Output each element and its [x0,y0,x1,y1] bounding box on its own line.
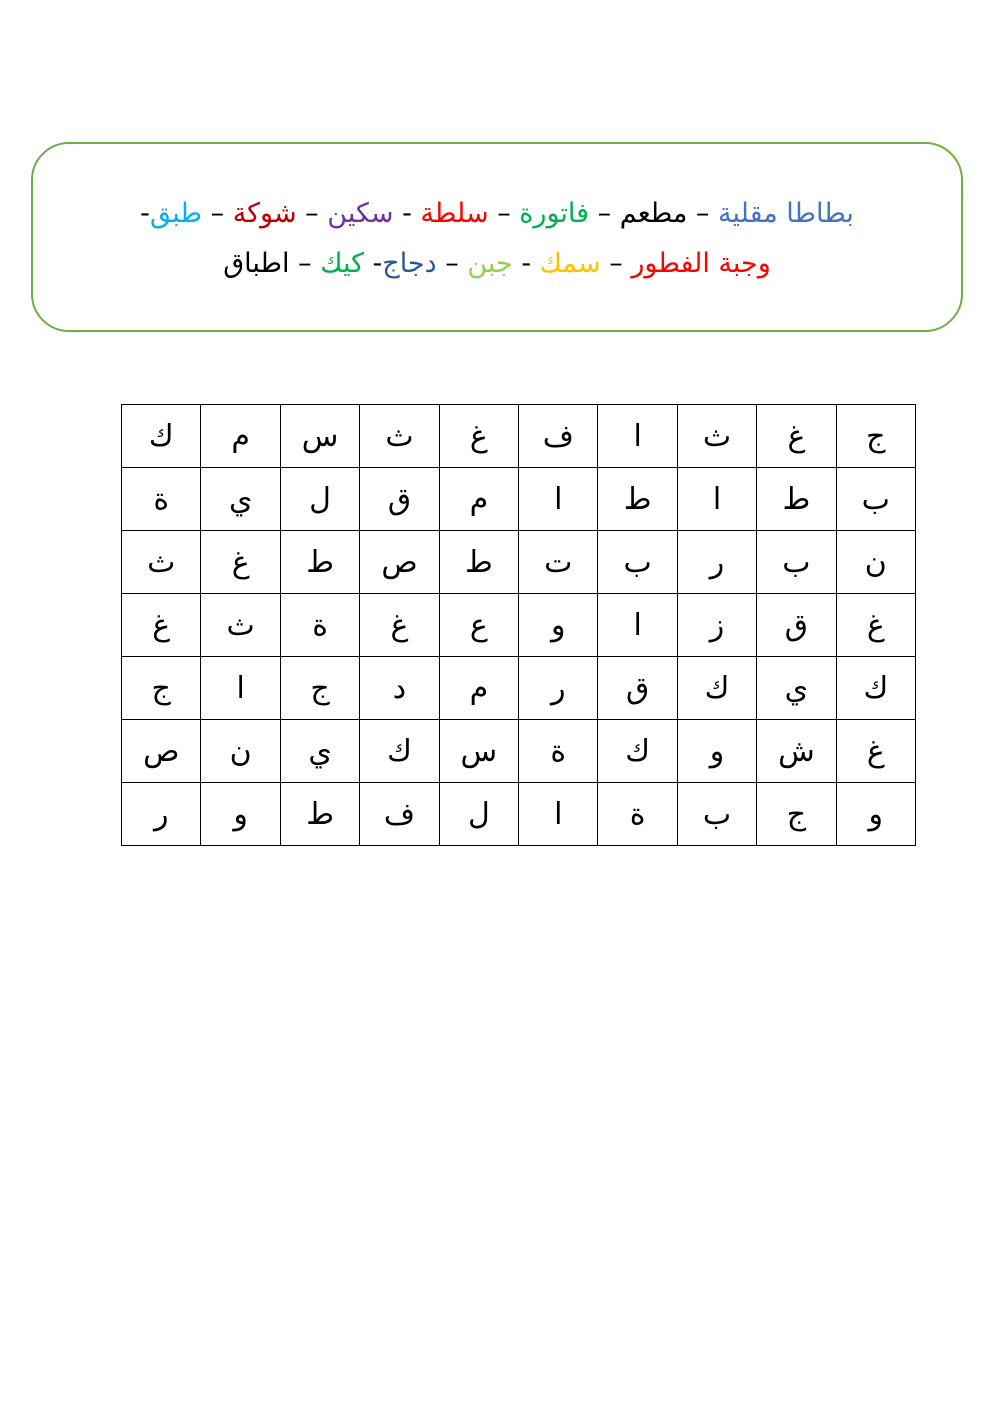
grid-cell[interactable]: ة [519,720,598,783]
grid-row [122,657,916,720]
grid-cell[interactable]: ا [677,468,756,531]
grid-cell[interactable]: غ [757,405,836,468]
word-separator: – [589,198,620,229]
grid-cell[interactable]: ط [757,468,836,531]
grid-cell[interactable]: ج [280,657,359,720]
grid-cell[interactable]: ق [360,468,439,531]
grid-cell[interactable]: م [201,405,280,468]
word-separator: – [202,198,233,229]
word-separator: - [140,198,150,229]
word-separator: – [289,248,321,279]
grid-cell[interactable]: ا [598,405,677,468]
word-separator: – [488,198,520,229]
grid-cell[interactable]: غ [836,720,915,783]
grid-cell[interactable]: م [439,657,518,720]
grid-cell[interactable]: ز [677,594,756,657]
grid-cell[interactable]: ر [122,783,201,846]
grid-cell[interactable]: ث [677,405,756,468]
grid-cell[interactable]: ب [598,531,677,594]
grid-cell[interactable]: ف [360,783,439,846]
grid-cell[interactable]: ن [201,720,280,783]
word-bank-word: طبق [149,198,203,229]
grid-cell[interactable]: ب [757,531,836,594]
grid-row [122,720,916,783]
grid-row [122,405,916,468]
grid-cell[interactable]: ر [677,531,756,594]
word-bank-word: فاتورة [519,198,590,229]
word-bank-word: سمك [539,248,601,279]
grid-cell[interactable]: ا [598,594,677,657]
grid-cell[interactable]: غ [360,594,439,657]
grid-cell[interactable]: د [360,657,439,720]
grid-cell[interactable]: ص [122,720,201,783]
word-bank-word: سكين [327,198,394,229]
grid-cell[interactable]: و [677,720,756,783]
grid-cell[interactable]: ك [598,720,677,783]
grid-cell[interactable]: ل [280,468,359,531]
grid-cell[interactable]: ر [519,657,598,720]
grid-cell[interactable]: غ [439,405,518,468]
grid-cell[interactable]: غ [201,531,280,594]
word-bank-word: اطباق [223,248,290,279]
word-separator: – [687,198,719,229]
grid-cell[interactable]: ص [360,531,439,594]
word-bank-word: سلطة [420,198,489,229]
grid-cell[interactable]: ط [280,531,359,594]
word-separator: - [363,248,383,279]
word-bank-word: جبن [467,248,513,279]
grid-cell[interactable]: ق [598,657,677,720]
grid-cell[interactable]: ث [201,594,280,657]
grid-cell[interactable]: ي [757,657,836,720]
grid-cell[interactable]: ي [280,720,359,783]
word-bank-word: كيك [320,248,364,279]
grid-cell[interactable]: غ [836,594,915,657]
word-separator: – [436,248,468,279]
grid-cell[interactable]: ع [439,594,518,657]
grid-row [122,783,916,846]
grid-cell[interactable]: و [519,594,598,657]
grid-cell[interactable]: غ [122,594,201,657]
grid-cell[interactable]: ب [836,468,915,531]
grid-row [122,531,916,594]
word-separator: - [393,198,421,229]
word-bank-word: شوكة [232,198,297,229]
grid-cell[interactable]: ق [757,594,836,657]
grid-cell[interactable]: ة [598,783,677,846]
grid-row [122,468,916,531]
grid-cell[interactable]: ك [677,657,756,720]
word-separator: – [600,248,632,279]
grid-cell[interactable]: ث [122,531,201,594]
grid-cell[interactable]: ط [439,531,518,594]
word-bank-line-2 [33,244,961,284]
word-bank-box [31,142,963,332]
grid-cell[interactable]: ط [280,783,359,846]
grid-cell[interactable]: ك [836,657,915,720]
grid-cell[interactable]: ي [201,468,280,531]
grid-cell[interactable]: ج [757,783,836,846]
grid-cell[interactable]: ة [280,594,359,657]
grid-cell[interactable]: ة [122,468,201,531]
word-bank-word: دجاج [382,248,437,279]
word-separator: - [512,248,540,279]
grid-cell[interactable]: س [280,405,359,468]
grid-cell[interactable]: ا [201,657,280,720]
grid-cell[interactable]: ج [836,405,915,468]
word-bank-line-1 [33,194,961,234]
word-bank-word: مطعم [619,198,688,229]
word-bank-word: وجبة الفطور [631,248,771,279]
word-search-grid-body [122,405,916,846]
grid-cell[interactable]: ط [598,468,677,531]
grid-row [122,594,916,657]
grid-cell[interactable]: ك [122,405,201,468]
grid-cell[interactable]: ت [519,531,598,594]
grid-cell[interactable]: ن [836,531,915,594]
grid-cell[interactable]: و [836,783,915,846]
grid-cell[interactable]: ك [360,720,439,783]
grid-cell[interactable]: س [439,720,518,783]
grid-cell[interactable]: ج [122,657,201,720]
grid-cell[interactable]: م [439,468,518,531]
grid-cell[interactable]: ب [677,783,756,846]
grid-cell[interactable]: ل [439,783,518,846]
grid-cell[interactable]: ا [519,468,598,531]
grid-cell[interactable]: ف [519,405,598,468]
grid-cell[interactable]: ث [360,405,439,468]
word-search-grid [121,404,916,846]
grid-cell[interactable]: ا [519,783,598,846]
word-bank-word: بطاطا مقلية [718,198,854,229]
grid-cell[interactable]: و [201,783,280,846]
word-separator: – [296,198,328,229]
grid-cell[interactable]: ش [757,720,836,783]
